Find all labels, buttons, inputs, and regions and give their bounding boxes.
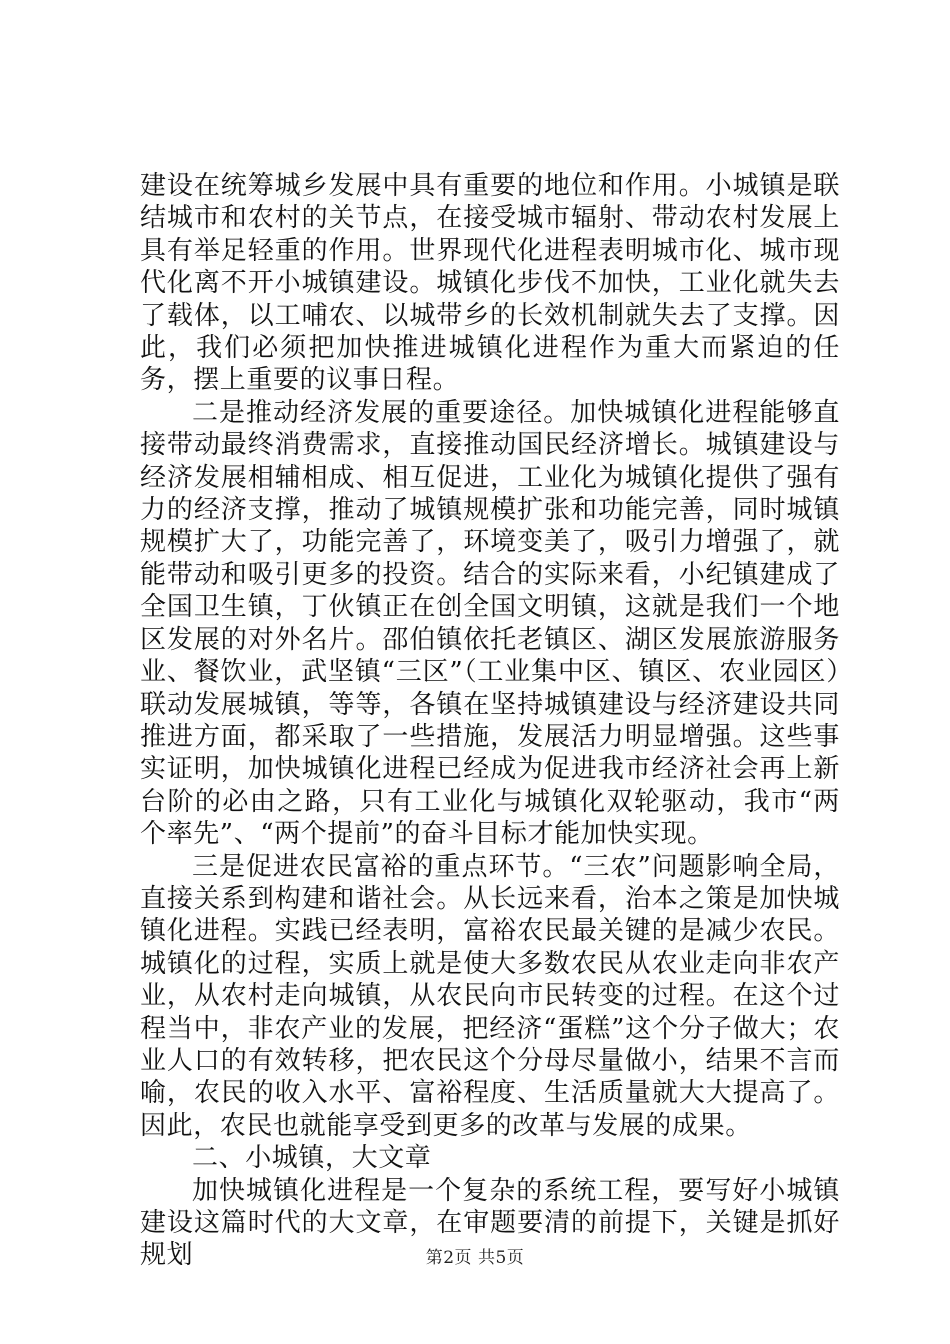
section-heading: 二、小城镇，大文章: [192, 1143, 432, 1174]
paragraph: 加快城镇化进程是一个复杂的系统工程，要写好小城镇建设这篇时代的大文章，在审题要清的前提下，关键是抓好规划: [140, 1175, 840, 1271]
paragraph: 二是推动经济发展的重要途径。加快城镇化进程能够直接带动最终消费需求，直接推动国民经济增长。城镇建设与经济发展相辅相成、相互促进，工业化为城镇化提供了强有力的经济支撑，推动了城镇规模扩张和功能完善，同时城镇规模扩大了，功能完善了，环境变美了，吸引力增强了，就能带动和吸引更多的投资。结合的实际来看，小纪镇建成了全国卫生镇，丁伙镇正在创全国文明镇，这就是我们一个地区发展的对外名片。邵伯镇依托老镇区、湖区发展旅游服务业、餐饮业，武坚镇“三区”（工业集中区、镇区、农业园区）联动发展城镇，等等，各镇在坚持城镇建设与经济建设共同推进方面，都采取了一些措施，发展活力明显增强。这些事实证明，加快城镇化进程已经成为促进我市经济社会再上新台阶的必由之路，只有工业化与城镇化双轮驱动，我市“两个率先”、“两个提前”的奋斗目标才能加快实现。: [140, 397, 840, 850]
page-number-footer: 第2页 共5页: [425, 1248, 525, 1268]
paragraph: 三是促进农民富裕的重点环节。“三农”问题影响全局，直接关系到构建和谐社会。从长远来看，治本之策是加快城镇化进程。实践已经表明，富裕农民最关键的是减少农民。城镇化的过程，实质上就是使大多数农民从农业走向非农产业，从农村走向城镇，从农民向市民转变的过程。在这个过程当中，非农产业的发展，把经济“蛋糕”这个分子做大；农业人口的有效转移，把农民这个分母尽量做小，结果不言而喻，农民的收入水平、富裕程度、生活质量就大大提高了。因此，农民也就能享受到更多的改革与发展的成果。: [140, 851, 840, 1141]
document-body: [140, 170, 840, 1272]
paragraph: 建设在统筹城乡发展中具有重要的地位和作用。小城镇是联结城市和农村的关节点，在接受城市辐射、带动农村发展上具有举足轻重的作用。世界现代化进程表明城市化、城市现代化离不开小城镇建设。城镇化步伐不加快，工业化就失去了载体，以工哺农、以城带乡的长效机制就失去了支撑。因此，我们必须把加快推进城镇化进程作为重大而紧迫的任务，摆上重要的议事日程。: [140, 171, 840, 396]
